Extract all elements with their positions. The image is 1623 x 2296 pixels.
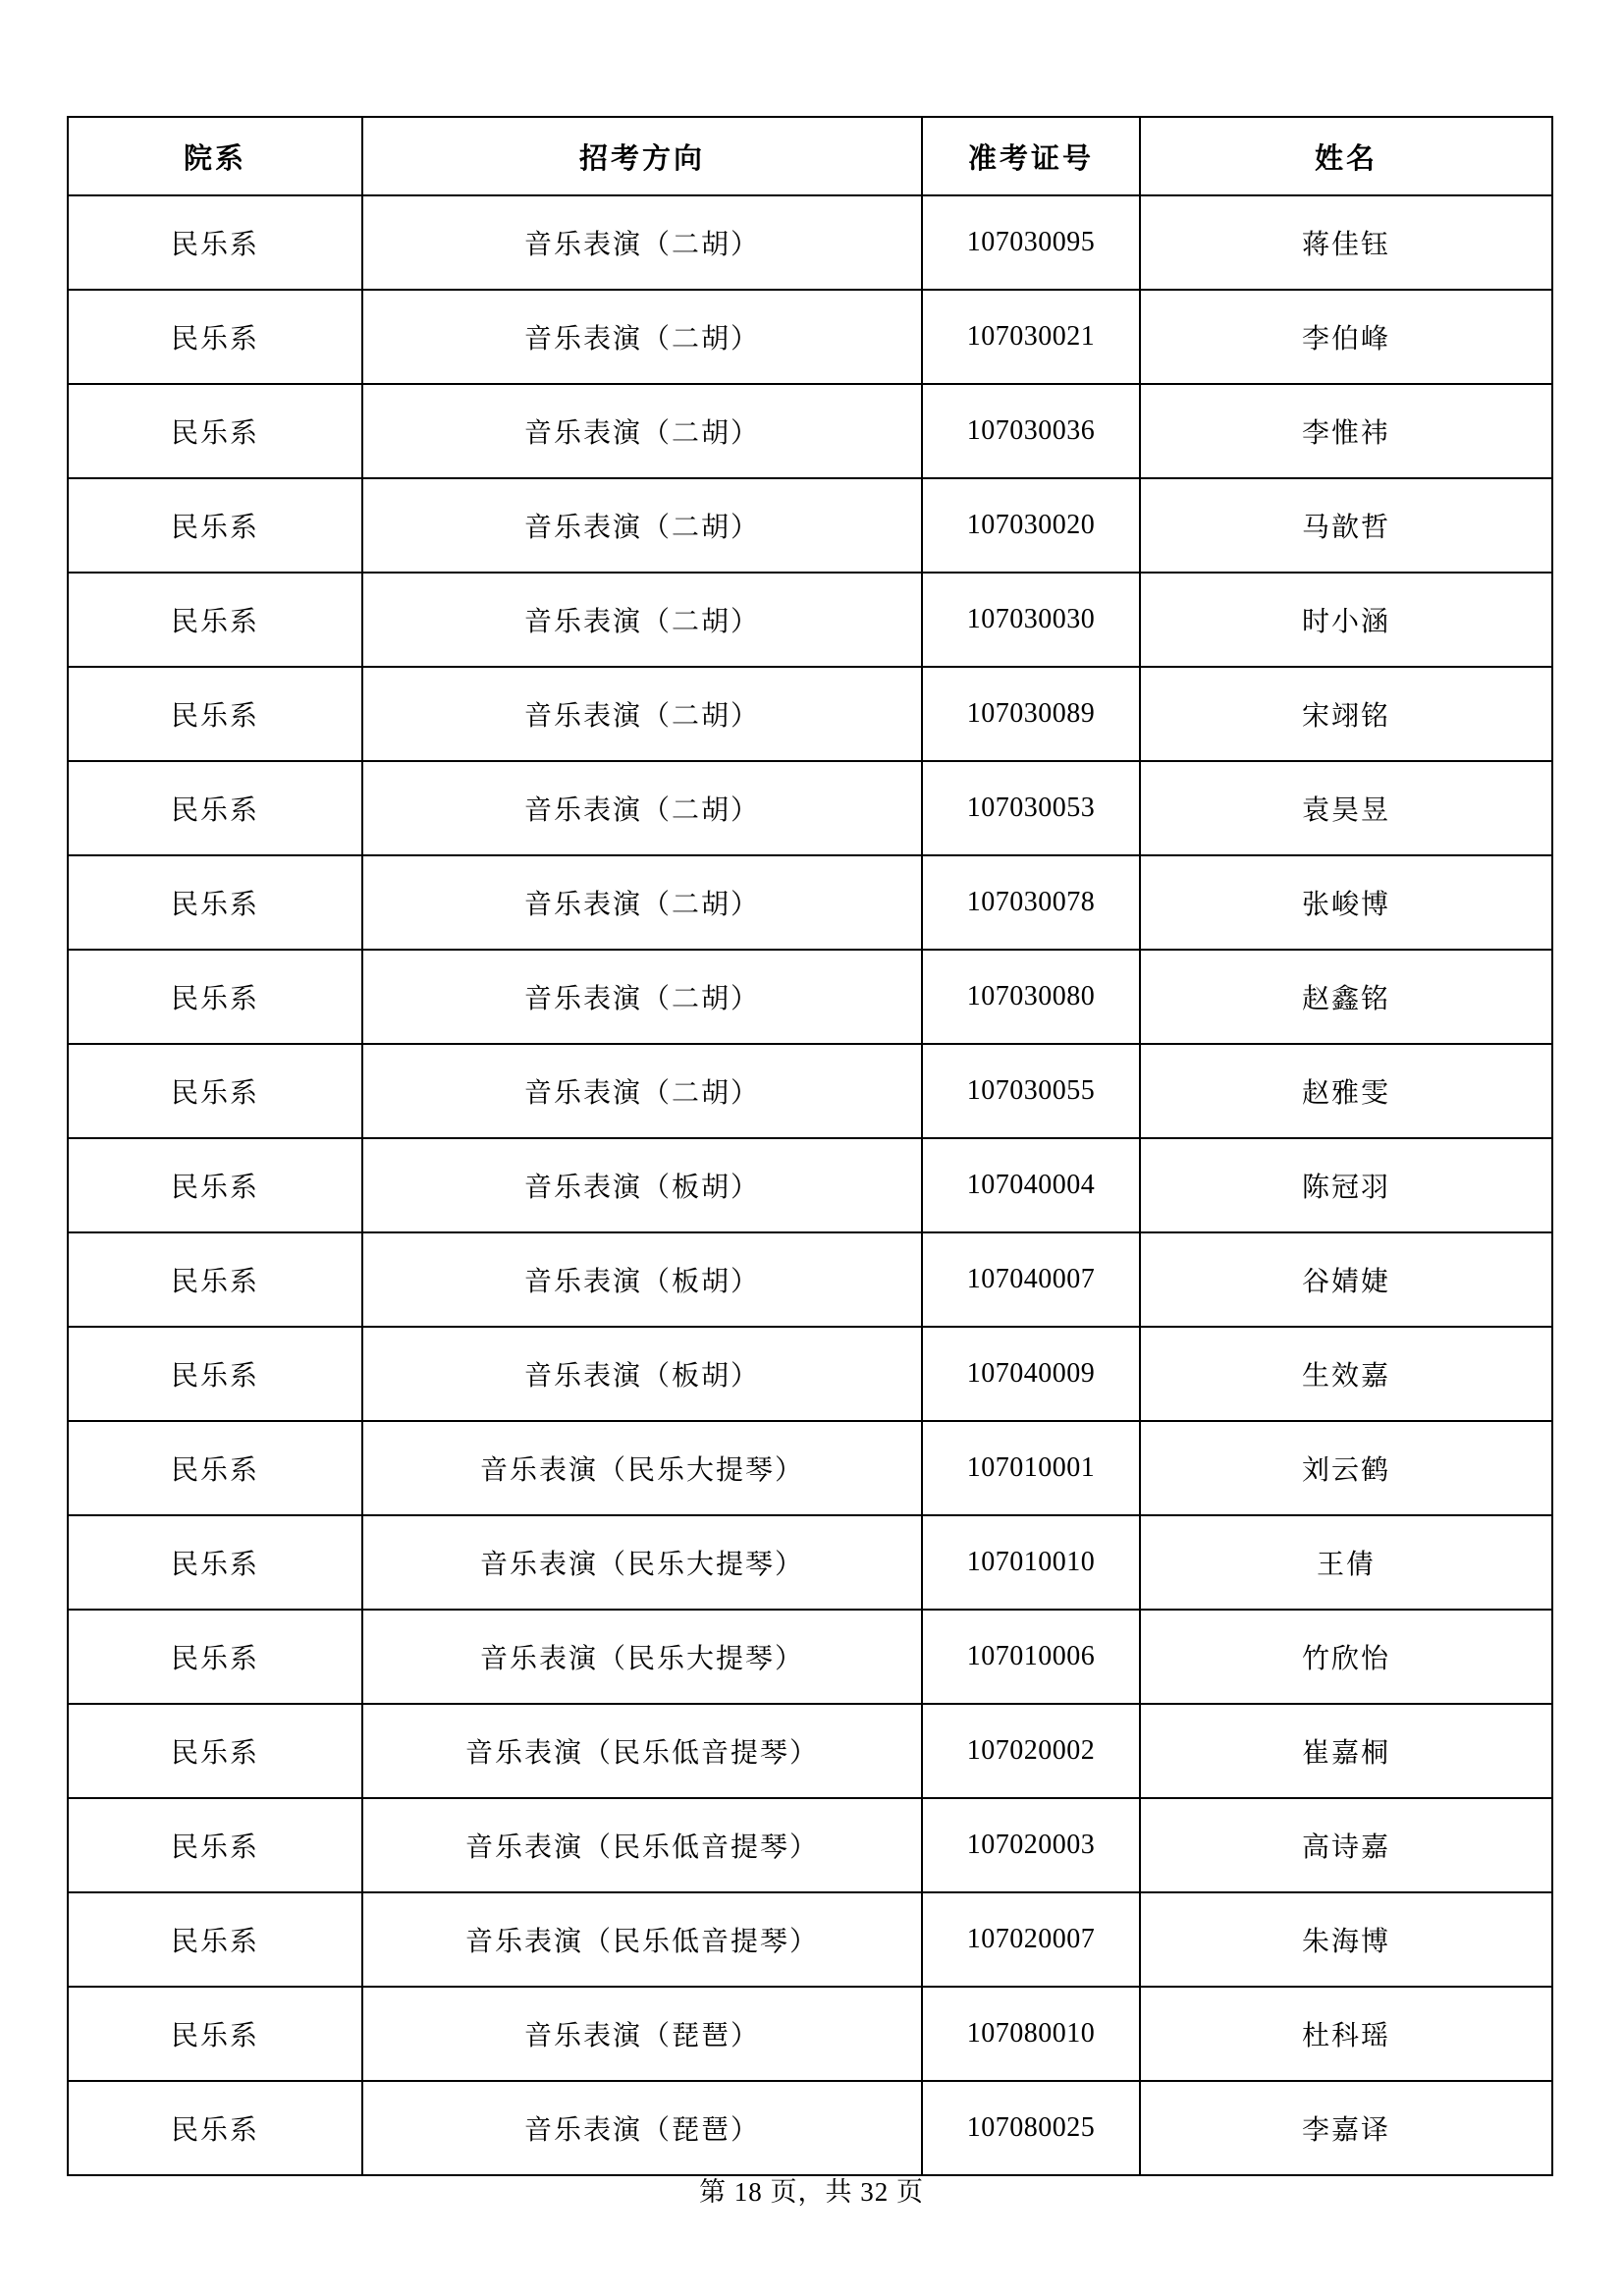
cell-department: 民乐系 [68,855,362,950]
cell-name: 竹欣怡 [1140,1610,1552,1704]
cell-department: 民乐系 [68,1892,362,1987]
cell-ticket-number: 107080010 [922,1987,1140,2081]
cell-ticket-number: 107010001 [922,1421,1140,1515]
cell-name: 崔嘉桐 [1140,1704,1552,1798]
cell-department: 民乐系 [68,667,362,761]
cell-major: 音乐表演（民乐大提琴） [362,1421,922,1515]
cell-ticket-number: 107030021 [922,290,1140,384]
cell-name: 高诗嘉 [1140,1798,1552,1892]
cell-department: 民乐系 [68,1610,362,1704]
cell-department: 民乐系 [68,1987,362,2081]
cell-name: 刘云鹤 [1140,1421,1552,1515]
table-row [68,478,1552,573]
cell-ticket-number: 107080025 [922,2081,1140,2175]
table-header [68,117,1552,195]
table-row [68,290,1552,384]
cell-ticket-number: 107010010 [922,1515,1140,1610]
cell-major: 音乐表演（民乐低音提琴） [362,1892,922,1987]
table-row [68,1515,1552,1610]
cell-name: 袁昊昱 [1140,761,1552,855]
cell-major: 音乐表演（民乐低音提琴） [362,1704,922,1798]
cell-name: 朱海博 [1140,1892,1552,1987]
table-row [68,1327,1552,1421]
column-header-name: 姓名 [1140,117,1552,195]
table-body [68,195,1552,2175]
cell-ticket-number: 107030053 [922,761,1140,855]
cell-department: 民乐系 [68,384,362,478]
cell-department: 民乐系 [68,2081,362,2175]
table-row [68,855,1552,950]
table-row [68,1232,1552,1327]
table-row [68,1892,1552,1987]
cell-ticket-number: 107040004 [922,1138,1140,1232]
table-row [68,1138,1552,1232]
cell-ticket-number: 107040009 [922,1327,1140,1421]
cell-name: 赵鑫铭 [1140,950,1552,1044]
cell-department: 民乐系 [68,1138,362,1232]
cell-major: 音乐表演（民乐大提琴） [362,1515,922,1610]
cell-major: 音乐表演（二胡） [362,290,922,384]
cell-department: 民乐系 [68,1798,362,1892]
cell-department: 民乐系 [68,478,362,573]
cell-name: 李惟祎 [1140,384,1552,478]
cell-major: 音乐表演（二胡） [362,384,922,478]
table-row [68,667,1552,761]
cell-department: 民乐系 [68,573,362,667]
roster-table-container [67,116,1551,2176]
column-header-major: 招考方向 [362,117,922,195]
cell-major: 音乐表演（板胡） [362,1232,922,1327]
cell-ticket-number: 107030080 [922,950,1140,1044]
cell-name: 杜科瑶 [1140,1987,1552,2081]
cell-name: 生效嘉 [1140,1327,1552,1421]
cell-name: 李嘉译 [1140,2081,1552,2175]
cell-major: 音乐表演（二胡） [362,1044,922,1138]
cell-name: 张峻博 [1140,855,1552,950]
table-row [68,1044,1552,1138]
cell-name: 马歆哲 [1140,478,1552,573]
cell-major: 音乐表演（板胡） [362,1327,922,1421]
table-row [68,384,1552,478]
cell-ticket-number: 107030020 [922,478,1140,573]
cell-ticket-number: 107040007 [922,1232,1140,1327]
cell-name: 谷婧婕 [1140,1232,1552,1327]
cell-name: 蒋佳钰 [1140,195,1552,290]
table-header-row [68,117,1552,195]
column-header-department: 院系 [68,117,362,195]
cell-department: 民乐系 [68,290,362,384]
cell-major: 音乐表演（板胡） [362,1138,922,1232]
table-row [68,1421,1552,1515]
roster-table [67,116,1553,2176]
cell-major: 音乐表演（二胡） [362,195,922,290]
cell-department: 民乐系 [68,1704,362,1798]
cell-department: 民乐系 [68,1232,362,1327]
cell-ticket-number: 107020003 [922,1798,1140,1892]
cell-major: 音乐表演（二胡） [362,855,922,950]
cell-department: 民乐系 [68,1421,362,1515]
table-row [68,1987,1552,2081]
cell-ticket-number: 107030036 [922,384,1140,478]
cell-major: 音乐表演（二胡） [362,667,922,761]
cell-major: 音乐表演（二胡） [362,950,922,1044]
cell-name: 宋翊铭 [1140,667,1552,761]
cell-ticket-number: 107020002 [922,1704,1140,1798]
table-row [68,950,1552,1044]
cell-name: 王倩 [1140,1515,1552,1610]
cell-major: 音乐表演（琵琶） [362,1987,922,2081]
cell-department: 民乐系 [68,1515,362,1610]
cell-department: 民乐系 [68,195,362,290]
table-row [68,2081,1552,2175]
cell-major: 音乐表演（民乐大提琴） [362,1610,922,1704]
cell-ticket-number: 107020007 [922,1892,1140,1987]
cell-ticket-number: 107010006 [922,1610,1140,1704]
cell-major: 音乐表演（二胡） [362,478,922,573]
table-row [68,1610,1552,1704]
cell-department: 民乐系 [68,950,362,1044]
cell-name: 李伯峰 [1140,290,1552,384]
table-row [68,1704,1552,1798]
cell-department: 民乐系 [68,1044,362,1138]
cell-major: 音乐表演（琵琶） [362,2081,922,2175]
table-row [68,573,1552,667]
column-header-ticket-number: 准考证号 [922,117,1140,195]
page-footer: 第 18 页，共 32 页 [699,2177,924,2207]
cell-name: 时小涵 [1140,573,1552,667]
cell-major: 音乐表演（民乐低音提琴） [362,1798,922,1892]
cell-ticket-number: 107030030 [922,573,1140,667]
table-row [68,1798,1552,1892]
table-row [68,761,1552,855]
cell-ticket-number: 107030089 [922,667,1140,761]
cell-name: 陈冠羽 [1140,1138,1552,1232]
cell-major: 音乐表演（二胡） [362,573,922,667]
cell-ticket-number: 107030095 [922,195,1140,290]
cell-ticket-number: 107030055 [922,1044,1140,1138]
cell-major: 音乐表演（二胡） [362,761,922,855]
cell-department: 民乐系 [68,1327,362,1421]
cell-department: 民乐系 [68,761,362,855]
cell-ticket-number: 107030078 [922,855,1140,950]
table-row [68,195,1552,290]
cell-name: 赵雅雯 [1140,1044,1552,1138]
